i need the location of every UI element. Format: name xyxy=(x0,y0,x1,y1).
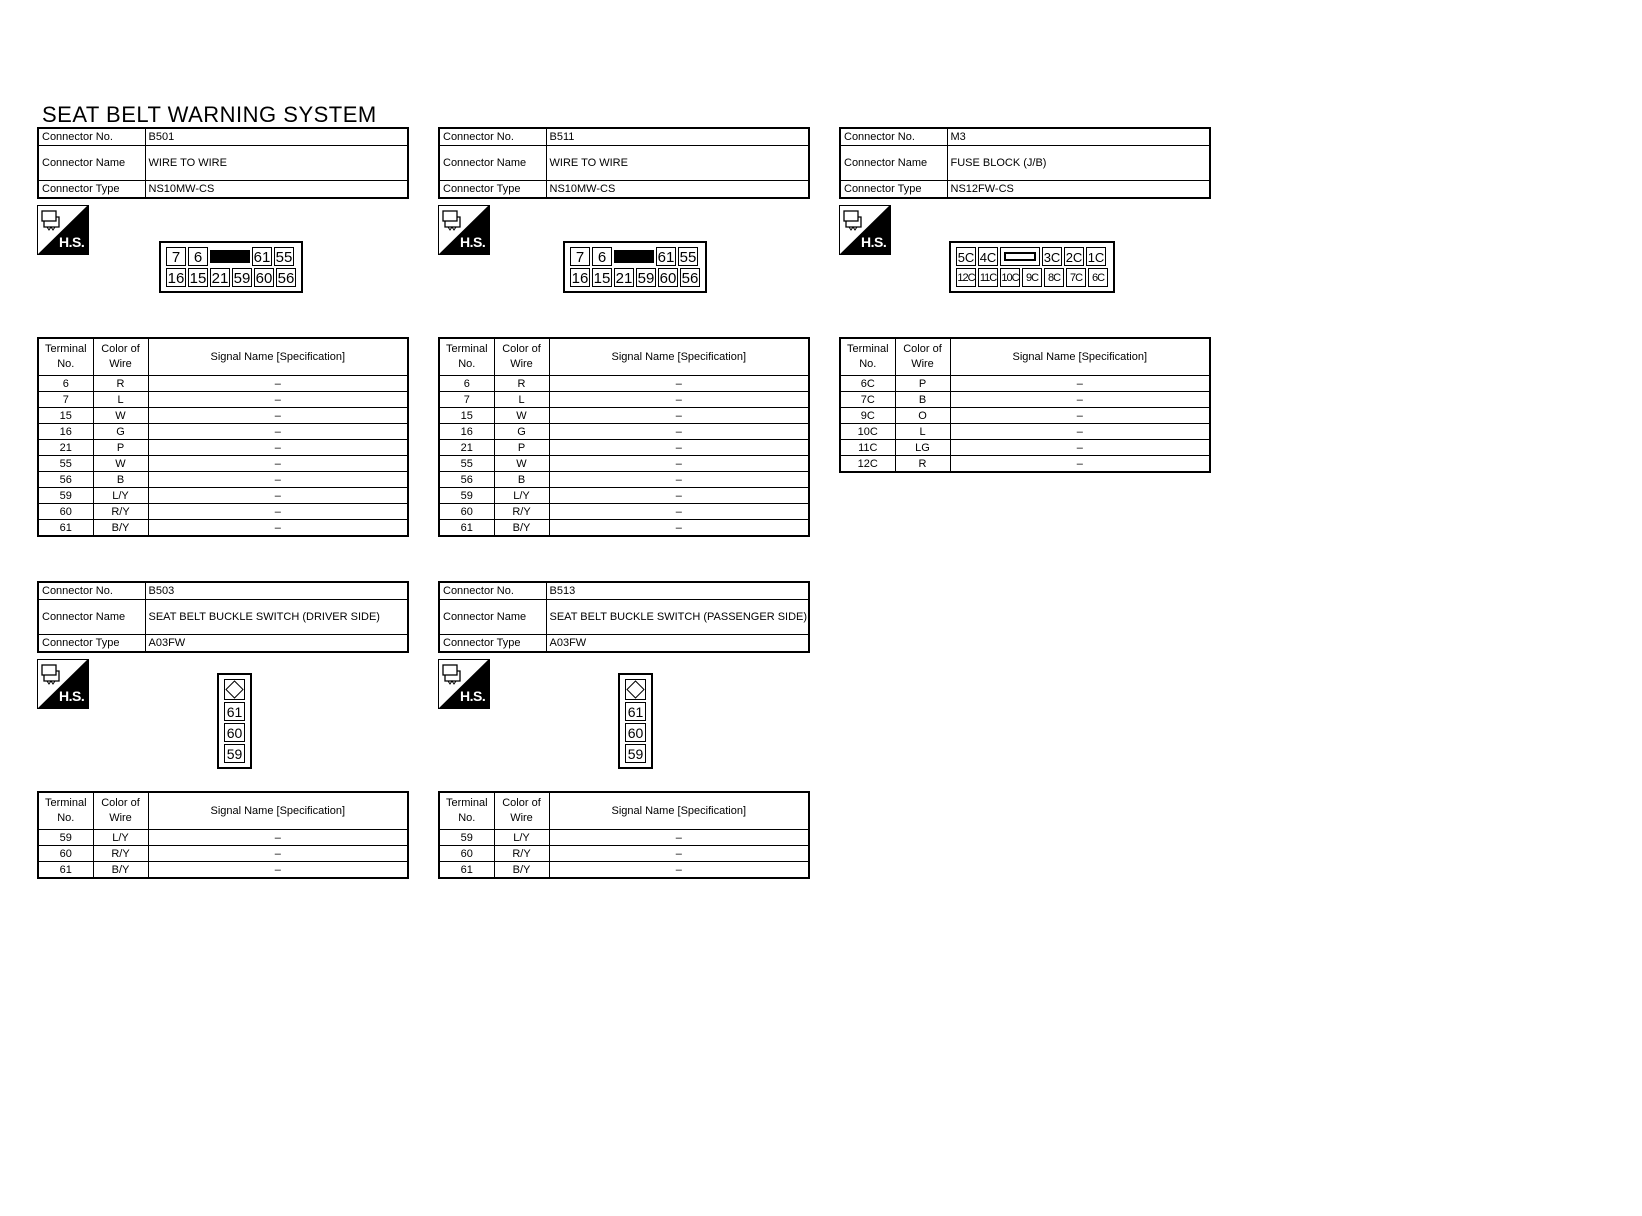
signal-cell: – xyxy=(148,472,408,488)
info-row xyxy=(38,635,408,653)
pin-cell: 60 xyxy=(255,270,273,287)
pin-cell: 11C xyxy=(978,268,998,287)
pin-row-top xyxy=(165,246,297,267)
signal-cell: – xyxy=(148,408,408,424)
color-cell: L/Y xyxy=(494,488,549,504)
signal-cell: – xyxy=(950,424,1210,440)
color-cell: B xyxy=(895,392,950,408)
color-of-wire-header: Color of Wire xyxy=(93,792,148,830)
pin-cell: 56 xyxy=(277,270,295,287)
terminal-cell: 55 xyxy=(439,456,494,472)
blank-key-slot xyxy=(614,250,654,263)
terminal-cell: 12C xyxy=(840,456,895,473)
terminal-cell: 7 xyxy=(38,392,93,408)
pin-cell: 59 xyxy=(625,744,646,763)
color-of-wire-header: Color of Wire xyxy=(895,338,950,376)
signal-cell: – xyxy=(148,846,408,862)
pin-cell: 55 xyxy=(275,249,293,266)
color-of-wire-header: Color of Wire xyxy=(494,338,549,376)
terminal-cell: 60 xyxy=(439,846,494,862)
signal-cell: – xyxy=(549,456,809,472)
table-row xyxy=(840,408,1210,424)
color-of-wire-header: Color of Wire xyxy=(93,338,148,376)
connector-info-table xyxy=(839,127,1211,199)
signal-cell: – xyxy=(549,376,809,392)
signal-cell: – xyxy=(549,862,809,879)
info-value: WIRE TO WIRE xyxy=(546,146,809,181)
color-cell: R/Y xyxy=(93,846,148,862)
terminal-cell: 6 xyxy=(439,376,494,392)
terminal-cell: 6 xyxy=(38,376,93,392)
pin-cell: 21 xyxy=(211,270,229,287)
info-row xyxy=(38,128,408,146)
info-row xyxy=(439,181,809,199)
pin-cell: 21 xyxy=(615,270,633,287)
color-cell: W xyxy=(494,408,549,424)
pin-cell: 61 xyxy=(253,249,271,266)
connector-face-diagram xyxy=(159,241,303,293)
signal-cell: – xyxy=(950,456,1210,473)
signal-name-header: Signal Name [Specification] xyxy=(148,792,408,830)
signal-cell: – xyxy=(148,376,408,392)
table-row xyxy=(38,488,408,504)
pin-cell: 61 xyxy=(224,702,245,721)
color-cell: P xyxy=(93,440,148,456)
terminal-cell: 10C xyxy=(840,424,895,440)
signal-cell: – xyxy=(148,488,408,504)
color-cell: O xyxy=(895,408,950,424)
color-cell: LG xyxy=(895,440,950,456)
terminal-cell: 21 xyxy=(38,440,93,456)
terminal-table xyxy=(839,337,1211,473)
info-value: B513 xyxy=(546,582,809,600)
table-row xyxy=(38,520,408,537)
pin-cell: 6C xyxy=(1088,268,1108,287)
info-row xyxy=(840,181,1210,199)
signal-name-header: Signal Name [Specification] xyxy=(549,338,809,376)
table-row xyxy=(38,846,408,862)
color-cell: R xyxy=(93,376,148,392)
connector-block-m3 xyxy=(839,127,1211,470)
pin-cell: 6 xyxy=(188,247,208,266)
table-row xyxy=(840,392,1210,408)
terminal-no-header: Terminal No. xyxy=(439,338,494,376)
terminal-table-header xyxy=(439,792,809,830)
hs-icon xyxy=(438,659,490,709)
table-row xyxy=(439,456,809,472)
color-cell: P xyxy=(895,376,950,392)
pin-cell: 3C xyxy=(1042,247,1062,266)
connector-face-diagram xyxy=(217,673,252,769)
hs-icon xyxy=(37,659,89,709)
table-row xyxy=(38,440,408,456)
info-row xyxy=(840,128,1210,146)
info-label: Connector Type xyxy=(38,635,145,653)
terminal-cell: 59 xyxy=(38,830,93,846)
table-row xyxy=(439,846,809,862)
info-value: NS10MW-CS xyxy=(546,181,809,199)
signal-name-header: Signal Name [Specification] xyxy=(148,338,408,376)
info-label: Connector Name xyxy=(840,146,947,181)
info-value: FUSE BLOCK (J/B) xyxy=(947,146,1210,181)
info-row xyxy=(38,181,408,199)
terminal-table-header xyxy=(38,792,408,830)
signal-cell: – xyxy=(148,830,408,846)
terminal-no-header: Terminal No. xyxy=(439,792,494,830)
pin-cell: 6 xyxy=(592,247,612,266)
terminal-cell: 56 xyxy=(38,472,93,488)
table-row xyxy=(439,830,809,846)
terminal-no-header: Terminal No. xyxy=(38,792,93,830)
pin-cell: 10C xyxy=(1000,268,1020,287)
info-value: A03FW xyxy=(546,635,809,653)
terminal-table xyxy=(438,791,810,879)
pin-row-bottom xyxy=(955,267,1109,288)
terminal-cell: 11C xyxy=(840,440,895,456)
hs-label: H.S. xyxy=(460,688,486,704)
info-row xyxy=(439,146,809,181)
table-row xyxy=(38,408,408,424)
signal-cell: – xyxy=(148,440,408,456)
color-cell: R/Y xyxy=(494,504,549,520)
color-cell: R/Y xyxy=(93,504,148,520)
pin-cell: 1C xyxy=(1086,247,1106,266)
table-row xyxy=(840,376,1210,392)
signal-cell: – xyxy=(549,488,809,504)
info-label: Connector No. xyxy=(439,128,546,146)
signal-cell: – xyxy=(549,830,809,846)
info-label: Connector Name xyxy=(439,600,546,635)
table-row xyxy=(840,440,1210,456)
terminal-cell: 59 xyxy=(439,488,494,504)
pin-cell: 59 xyxy=(224,744,245,763)
info-row xyxy=(38,146,408,181)
color-cell: L/Y xyxy=(93,488,148,504)
color-cell: L xyxy=(93,392,148,408)
terminal-cell: 7C xyxy=(840,392,895,408)
table-row xyxy=(439,376,809,392)
info-label: Connector Type xyxy=(38,181,145,199)
color-cell: B/Y xyxy=(494,520,549,537)
table-row xyxy=(38,456,408,472)
pin-cell: 9C xyxy=(1022,268,1042,287)
color-cell: L xyxy=(895,424,950,440)
pin-row-top xyxy=(569,246,701,267)
color-cell: B/Y xyxy=(93,862,148,879)
info-row xyxy=(439,128,809,146)
signal-cell: – xyxy=(148,862,408,879)
color-cell: L/Y xyxy=(93,830,148,846)
signal-cell: – xyxy=(549,846,809,862)
table-row xyxy=(840,424,1210,440)
terminal-cell: 59 xyxy=(38,488,93,504)
terminal-cell: 15 xyxy=(38,408,93,424)
pin-cell: 59 xyxy=(637,270,655,287)
signal-name-header: Signal Name [Specification] xyxy=(950,338,1210,376)
connector-info-table xyxy=(37,127,409,199)
pin-cell: 7 xyxy=(570,247,590,266)
info-value: SEAT BELT BUCKLE SWITCH (PASSENGER SIDE) xyxy=(546,600,809,635)
signal-cell: – xyxy=(549,504,809,520)
info-row xyxy=(439,582,809,600)
table-row xyxy=(439,488,809,504)
terminal-no-header: Terminal No. xyxy=(38,338,93,376)
info-value: B511 xyxy=(546,128,809,146)
terminal-cell: 9C xyxy=(840,408,895,424)
terminal-cell: 55 xyxy=(38,456,93,472)
info-label: Connector No. xyxy=(840,128,947,146)
pin-cell: 59 xyxy=(233,270,251,287)
color-cell: L xyxy=(494,392,549,408)
terminal-cell: 7 xyxy=(439,392,494,408)
connector-block-b513 xyxy=(438,581,810,876)
terminal-table xyxy=(37,337,409,537)
info-row xyxy=(439,600,809,635)
info-value: NS10MW-CS xyxy=(145,181,408,199)
hs-icon xyxy=(37,205,89,255)
pin-cell: 8C xyxy=(1044,268,1064,287)
color-cell: G xyxy=(494,424,549,440)
signal-cell: – xyxy=(148,392,408,408)
table-row xyxy=(38,472,408,488)
connector-info-table xyxy=(438,127,810,199)
info-value: M3 xyxy=(947,128,1210,146)
terminal-cell: 60 xyxy=(38,504,93,520)
connector-face-diagram xyxy=(949,241,1115,293)
hs-label: H.S. xyxy=(861,234,887,250)
hs-icon xyxy=(839,205,891,255)
signal-cell: – xyxy=(148,520,408,537)
terminal-cell: 16 xyxy=(439,424,494,440)
terminal-table xyxy=(37,791,409,879)
terminal-cell: 61 xyxy=(439,520,494,537)
color-cell: W xyxy=(93,408,148,424)
table-row xyxy=(439,440,809,456)
color-cell: P xyxy=(494,440,549,456)
connector-block-b503 xyxy=(37,581,409,876)
key-icon xyxy=(625,679,646,700)
table-row xyxy=(38,424,408,440)
info-label: Connector Name xyxy=(439,146,546,181)
terminal-cell: 61 xyxy=(439,862,494,879)
table-row xyxy=(439,504,809,520)
color-cell: W xyxy=(93,456,148,472)
info-label: Connector No. xyxy=(38,128,145,146)
info-label: Connector Type xyxy=(439,635,546,653)
blank-key-slot xyxy=(210,250,250,263)
pin-cell: 60 xyxy=(224,723,245,742)
table-row xyxy=(439,392,809,408)
terminal-cell: 60 xyxy=(439,504,494,520)
terminal-cell: 56 xyxy=(439,472,494,488)
info-label: Connector No. xyxy=(38,582,145,600)
pin-cell: 7C xyxy=(1066,268,1086,287)
signal-cell: – xyxy=(950,392,1210,408)
signal-name-header: Signal Name [Specification] xyxy=(549,792,809,830)
signal-cell: – xyxy=(148,424,408,440)
info-value: B503 xyxy=(145,582,408,600)
pin-cell: 5C xyxy=(956,247,976,266)
hs-label: H.S. xyxy=(59,688,85,704)
terminal-table xyxy=(438,337,810,537)
page-title: SEAT BELT WARNING SYSTEM xyxy=(42,102,377,127)
table-row xyxy=(38,376,408,392)
key-icon xyxy=(224,679,245,700)
pin-cell: 15 xyxy=(189,270,207,287)
pin-row-top xyxy=(955,246,1109,267)
info-value: A03FW xyxy=(145,635,408,653)
signal-cell: – xyxy=(549,472,809,488)
pin-cell: 16 xyxy=(571,270,589,287)
color-of-wire-header: Color of Wire xyxy=(494,792,549,830)
hs-label: H.S. xyxy=(460,234,486,250)
color-cell: R/Y xyxy=(494,846,549,862)
pin-cell: 15 xyxy=(593,270,611,287)
signal-cell: – xyxy=(148,504,408,520)
pin-cell: 55 xyxy=(679,249,697,266)
info-row xyxy=(439,635,809,653)
signal-cell: – xyxy=(549,408,809,424)
table-row xyxy=(439,408,809,424)
table-row xyxy=(439,520,809,537)
table-row xyxy=(38,830,408,846)
terminal-cell: 15 xyxy=(439,408,494,424)
connector-info-table xyxy=(37,581,409,653)
signal-cell: – xyxy=(549,440,809,456)
terminal-cell: 59 xyxy=(439,830,494,846)
table-row xyxy=(439,472,809,488)
connector-face-diagram xyxy=(618,673,653,769)
terminal-no-header: Terminal No. xyxy=(840,338,895,376)
pin-cell: 56 xyxy=(681,270,699,287)
terminal-cell: 60 xyxy=(38,846,93,862)
pin-row-bottom xyxy=(569,267,701,288)
info-label: Connector Name xyxy=(38,146,145,181)
pin-cell: 12C xyxy=(956,268,976,287)
pin-cell: 4C xyxy=(978,247,998,266)
terminal-cell: 61 xyxy=(38,862,93,879)
pin-cell: 16 xyxy=(167,270,185,287)
hs-icon xyxy=(438,205,490,255)
info-row xyxy=(38,600,408,635)
color-cell: L/Y xyxy=(494,830,549,846)
connector-block-b501 xyxy=(37,127,409,534)
table-row xyxy=(840,456,1210,473)
table-row xyxy=(38,392,408,408)
terminal-cell: 16 xyxy=(38,424,93,440)
pin-cell: 60 xyxy=(659,270,677,287)
color-cell: R xyxy=(895,456,950,473)
signal-cell: – xyxy=(950,440,1210,456)
pin-cell: 61 xyxy=(625,702,646,721)
pin-row-bottom xyxy=(165,267,297,288)
info-value: SEAT BELT BUCKLE SWITCH (DRIVER SIDE) xyxy=(145,600,408,635)
info-label: Connector No. xyxy=(439,582,546,600)
color-cell: W xyxy=(494,456,549,472)
terminal-cell: 21 xyxy=(439,440,494,456)
info-value: WIRE TO WIRE xyxy=(145,146,408,181)
pin-cell: 61 xyxy=(657,249,675,266)
connector-block-b511 xyxy=(438,127,810,534)
color-cell: B xyxy=(494,472,549,488)
terminal-cell: 6C xyxy=(840,376,895,392)
color-cell: B/Y xyxy=(93,520,148,537)
info-row xyxy=(840,146,1210,181)
info-label: Connector Type xyxy=(439,181,546,199)
table-row xyxy=(38,862,408,879)
signal-cell: – xyxy=(549,392,809,408)
color-cell: R xyxy=(494,376,549,392)
table-row xyxy=(38,504,408,520)
pin-cell: 60 xyxy=(625,723,646,742)
terminal-table-header xyxy=(840,338,1210,376)
info-label: Connector Name xyxy=(38,600,145,635)
signal-cell: – xyxy=(950,408,1210,424)
signal-cell: – xyxy=(950,376,1210,392)
info-row xyxy=(38,582,408,600)
info-value: B501 xyxy=(145,128,408,146)
hollow-key-slot xyxy=(1000,247,1040,266)
pin-cell: 7 xyxy=(166,247,186,266)
color-cell: B/Y xyxy=(494,862,549,879)
pin-cell: 2C xyxy=(1064,247,1084,266)
signal-cell: – xyxy=(148,456,408,472)
table-row xyxy=(439,424,809,440)
signal-cell: – xyxy=(549,520,809,537)
hs-label: H.S. xyxy=(59,234,85,250)
color-cell: B xyxy=(93,472,148,488)
info-value: NS12FW-CS xyxy=(947,181,1210,199)
signal-cell: – xyxy=(549,424,809,440)
table-row xyxy=(439,862,809,879)
connector-info-table xyxy=(438,581,810,653)
color-cell: G xyxy=(93,424,148,440)
terminal-table-header xyxy=(439,338,809,376)
terminal-cell: 61 xyxy=(38,520,93,537)
info-label: Connector Type xyxy=(840,181,947,199)
connector-face-diagram xyxy=(563,241,707,293)
terminal-table-header xyxy=(38,338,408,376)
